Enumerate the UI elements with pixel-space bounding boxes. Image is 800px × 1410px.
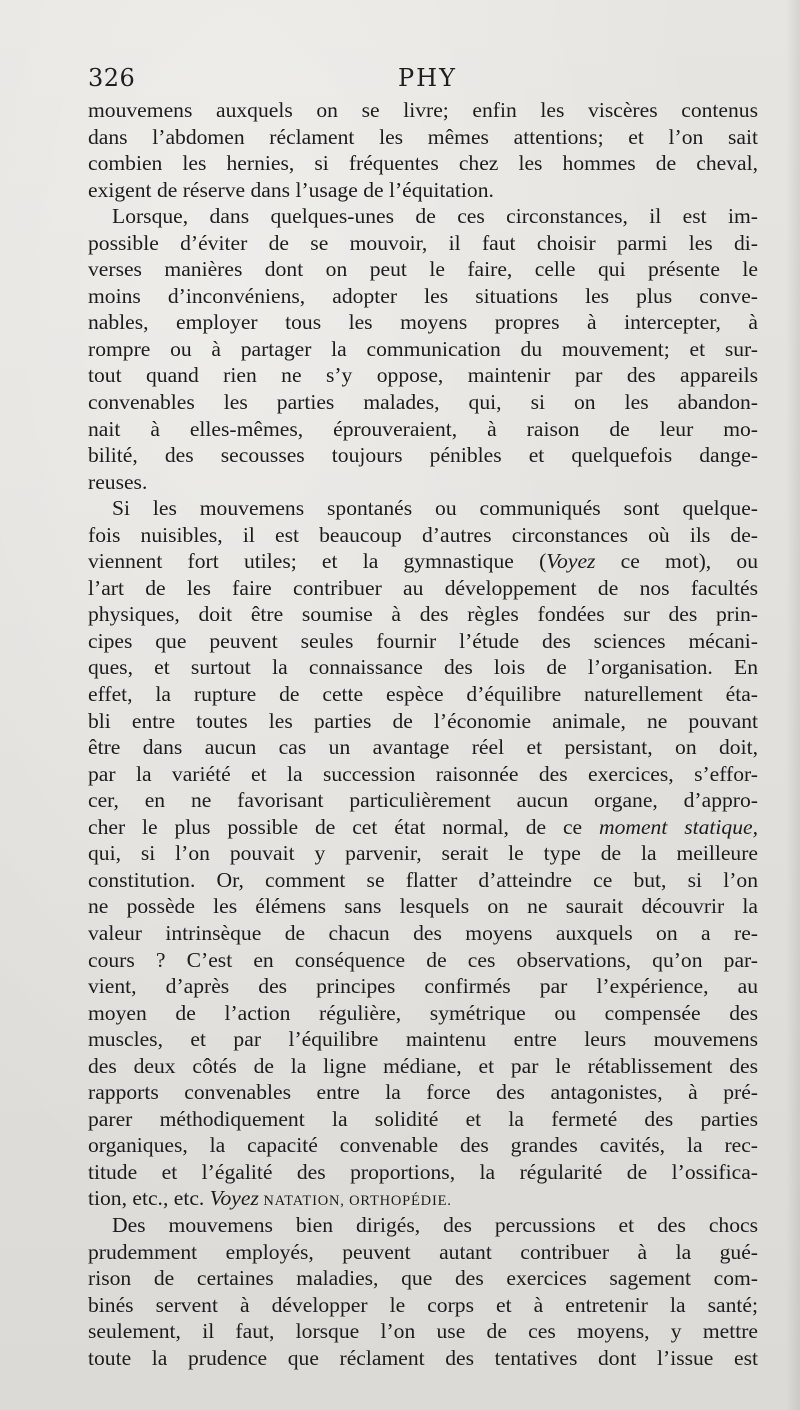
text-line: ne possède les élémens sans lesquels on ne saurait découvrir la [88, 894, 758, 919]
page-number: 326 [88, 64, 136, 92]
text-line: verses manières dont on peut le faire, celle qui présente le [88, 257, 758, 282]
text-line: Lorsque, dans quelques-unes de ces circonstances, il est im- [112, 204, 758, 229]
text-line: parer méthodiquement la solidité et la fermeté des parties [88, 1106, 758, 1131]
text-line: être dans aucun cas un avantage réel et persistant, on doit, [88, 735, 758, 760]
text-line: combien les hernies, si fréquentes chez les hommes de cheval, [88, 151, 758, 176]
text-line: muscles, et par l’équilibre maintenu entre leurs mouvemens [88, 1027, 758, 1052]
text-line: fois nuisibles, il est beaucoup d’autres circonstances où ils de- [88, 522, 758, 547]
cross-reference-voyez: Voyez [546, 549, 596, 574]
body-text [88, 97, 758, 1371]
italic-term: moment statique, [598, 814, 758, 839]
text-line: des deux côtés de la ligne médiane, et par le rétablissement des [88, 1053, 758, 1078]
page-edge-shadow [786, 0, 800, 1410]
text-line: exigent de réserve dans l’usage de l’équitation. [88, 177, 494, 202]
text-line: rison de certaines maladies, que des exercices sagement com- [88, 1266, 758, 1291]
text-segment: cher le plus possible de cet état normal, de ce [88, 814, 599, 839]
text-line: nables, employer tous les moyens propres à intercepter, à [88, 310, 758, 335]
text-line: Si les mouvemens spontanés ou communiqués sont quelque- [112, 496, 758, 521]
text-line: effet, la rupture de cette espèce d’équilibre naturellement éta- [88, 682, 758, 707]
text-line: valeur intrinsèque de chacun des moyens auxquels on a re- [88, 920, 758, 945]
text-line: Des mouvemens bien dirigés, des percussions et des chocs [112, 1212, 758, 1237]
text-line [88, 814, 758, 841]
text-line: dans l’abdomen réclament les mêmes attentions; et l’on sait [88, 124, 758, 149]
text-line: nait à elles-mêmes, éprouveraient, à raison de leur mo- [88, 416, 758, 441]
text-line: ques, et surtout la connaissance des lois de l’organisation. En [88, 655, 758, 680]
text-line: prudemment employés, peuvent autant contribuer à la gué- [88, 1239, 758, 1264]
text-line: cer, en ne favorisant particulièrement aucun organe, d’appro- [88, 788, 758, 813]
text-line: qui, si l’on pouvait y parvenir, serait le type de la meilleure [88, 841, 758, 866]
text-line [88, 548, 758, 575]
text-line: rompre ou à partager la communication du mouvement; et sur- [88, 336, 758, 361]
text-line: titude et l’égalité des proportions, la régularité de l’ossifica- [88, 1159, 758, 1184]
text-line: convenables les parties malades, qui, si on les abandon- [88, 390, 758, 415]
text-line [88, 1185, 758, 1212]
text-segment: tion, etc., etc. [88, 1186, 210, 1211]
text-line: par la variété et la succession raisonnée des exercices, s’effor- [88, 761, 758, 786]
text-line: organiques, la capacité convenable des grandes cavités, la rec- [88, 1133, 758, 1158]
text-line: cipes que peuvent seules fournir l’étude des sciences mécani- [88, 628, 758, 653]
text-line: moyen de l’action régulière, symétrique ou compensée des [88, 1000, 758, 1025]
text-line: possible d’éviter de se mouvoir, il faut choisir parmi les di- [88, 230, 758, 255]
text-line: rapports convenables entre la force des antagonistes, à pré- [88, 1080, 758, 1105]
text-line: mouvemens auxquels on se livre; enfin les viscères contenus [88, 98, 758, 122]
text-line: binés servent à développer le corps et à entretenir la santé; [88, 1292, 758, 1317]
running-head [88, 60, 758, 96]
text-line: constitution. Or, comment se flatter d’atteindre ce but, si l’on [88, 867, 758, 892]
text-line: bilité, des secousses toujours pénibles et quelquefois dange- [88, 443, 758, 468]
text-line: moins d’inconvéniens, adopter les situations les plus conve- [88, 283, 758, 308]
text-line: reuses. [88, 469, 148, 494]
text-segment: viennent fort utiles; et la gymnastique ( [88, 549, 547, 574]
cross-reference-terms: NATATION, ORTHOPÉDIE. [258, 1193, 452, 1210]
text-line: bli entre toutes les parties de l’économie animale, ne pouvant [88, 708, 758, 733]
running-head-title: PHY [398, 64, 457, 92]
text-line: tout quand rien ne s’y oppose, maintenir par des appareils [88, 363, 758, 388]
text-line: physiques, doit être soumise à des règles fondées sur des prin- [88, 602, 758, 627]
text-line: cours ? C’est en conséquence de ces observations, qu’on par- [88, 947, 758, 972]
text-line: vient, d’après des principes confirmés par l’expérience, au [88, 974, 758, 999]
text-line: l’art de les faire contribuer au développement de nos facultés [88, 575, 758, 600]
cross-reference-voyez: Voyez [209, 1186, 259, 1211]
text-line: toute la prudence que réclament des tentatives dont l’issue est [88, 1345, 758, 1370]
text-segment: ce mot), ou [595, 549, 758, 574]
text-line: seulement, il faut, lorsque l’on use de ces moyens, y mettre [88, 1319, 758, 1344]
